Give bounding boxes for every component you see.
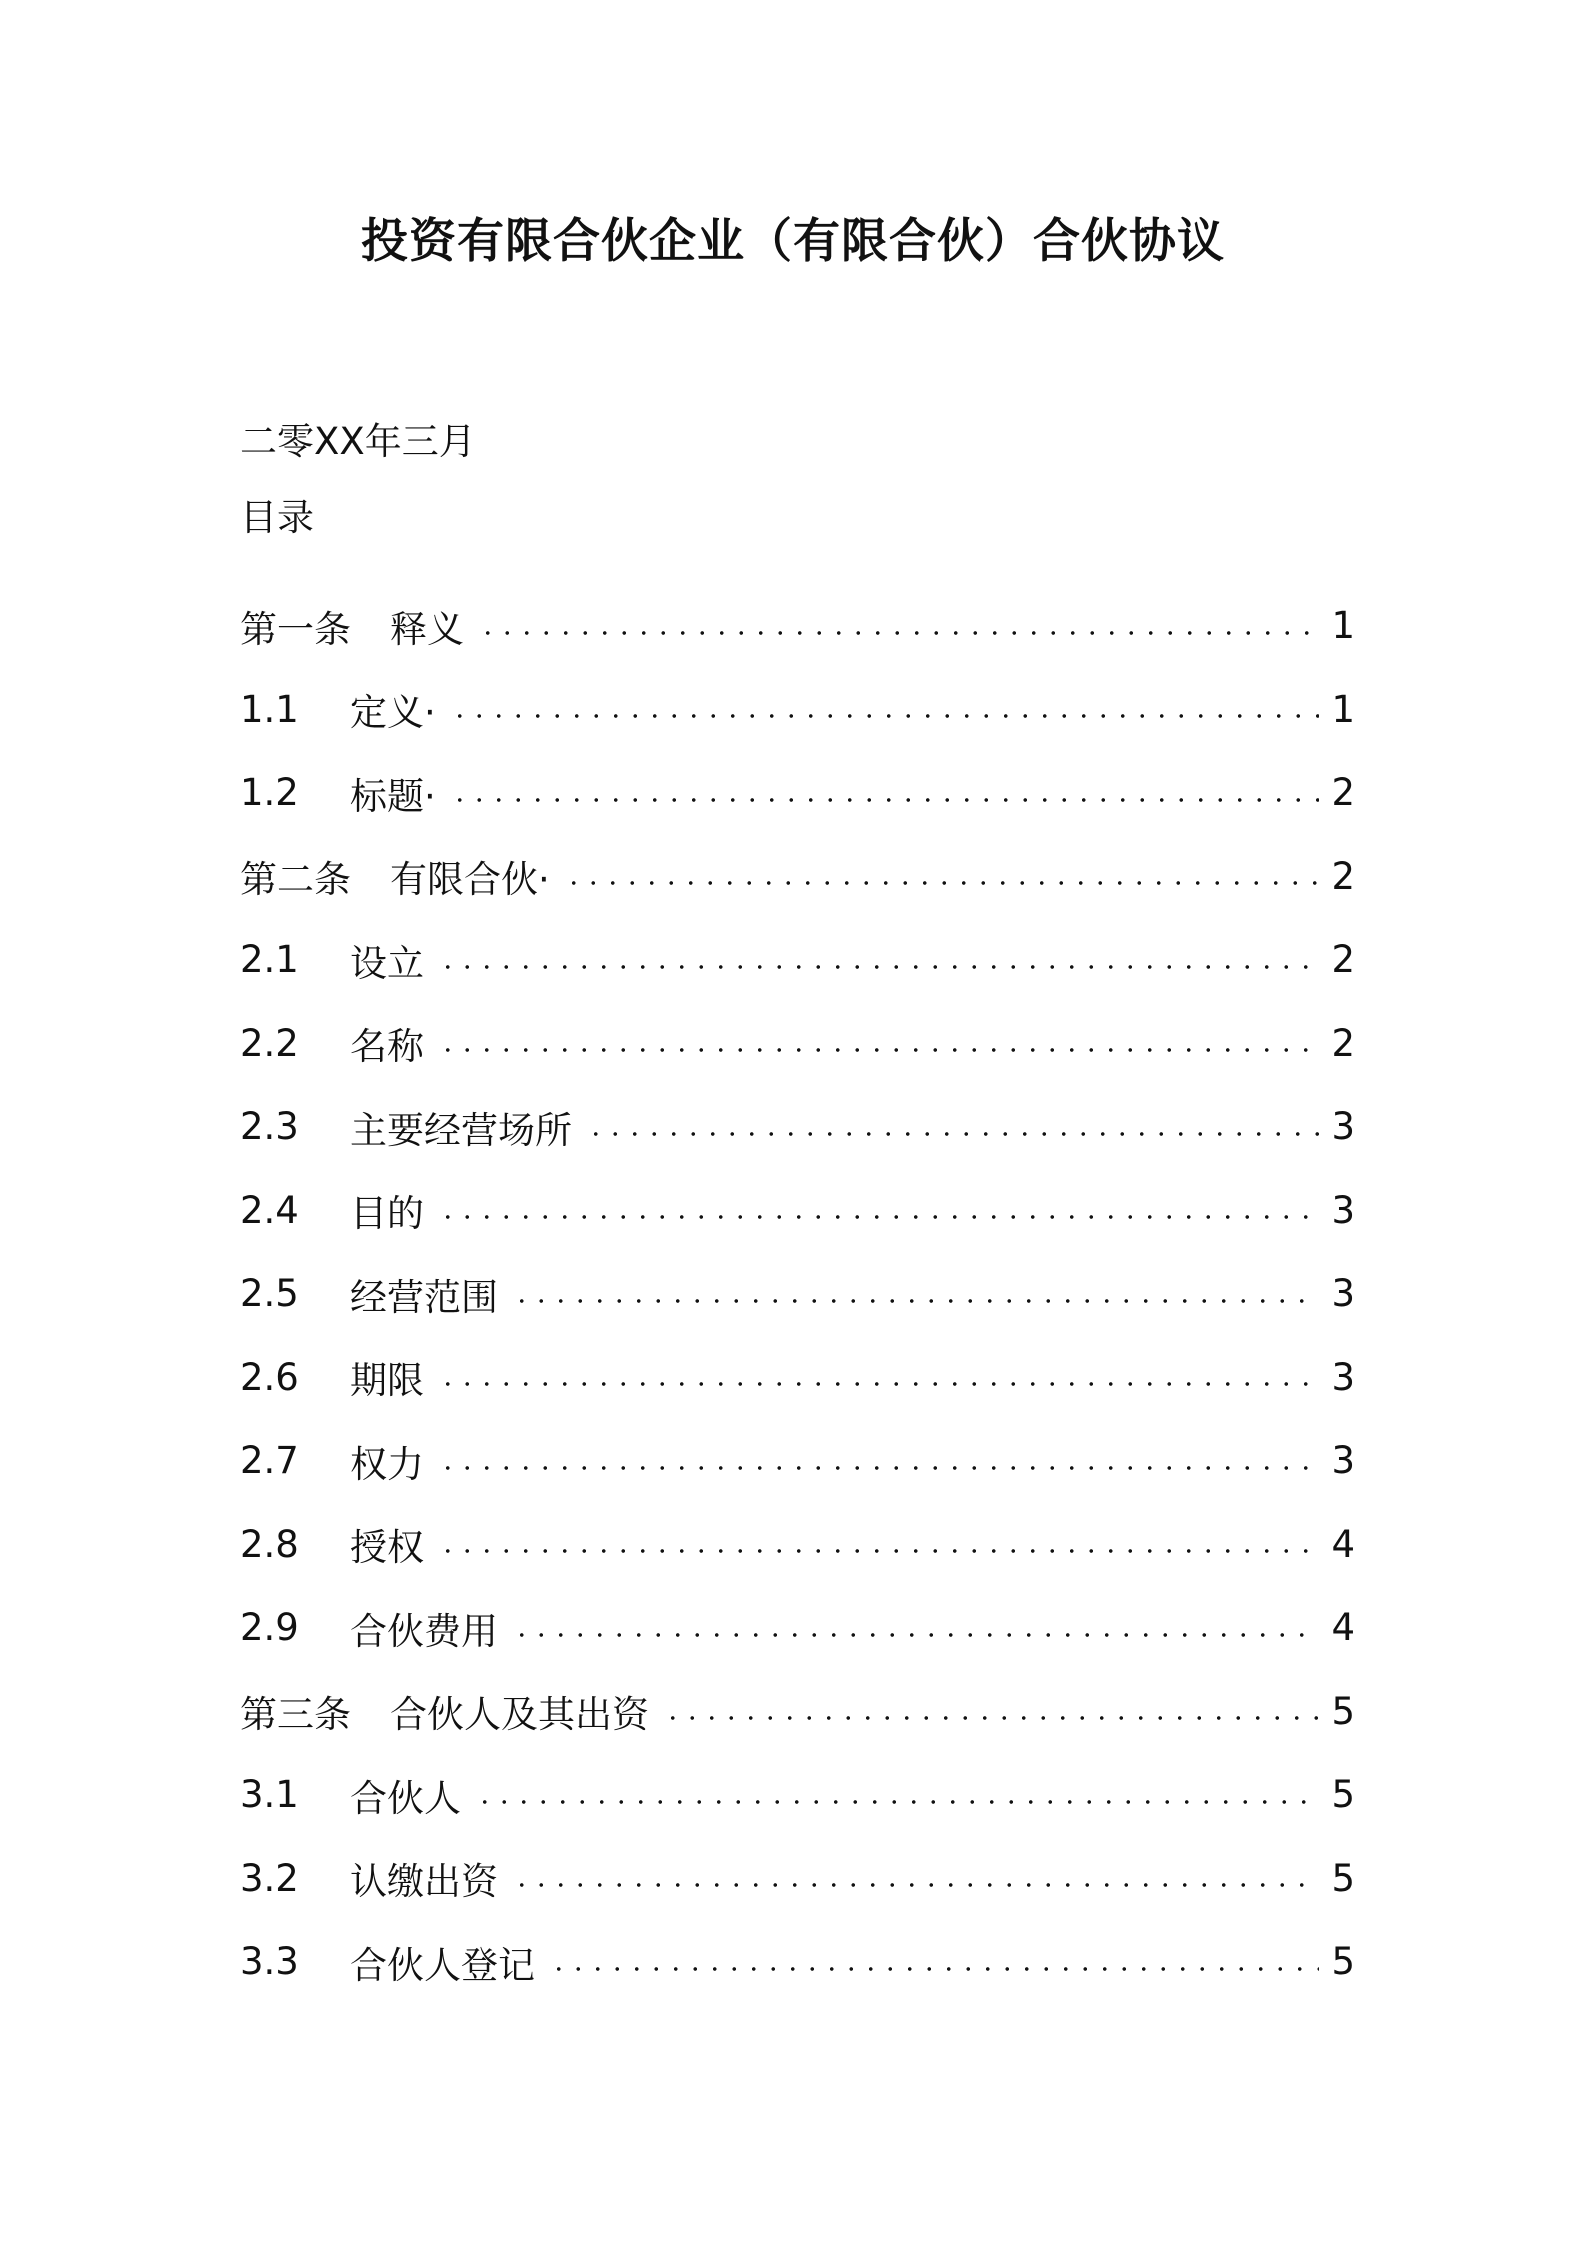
toc-entry[interactable] xyxy=(240,751,1355,835)
toc-dot-leader xyxy=(438,1382,1319,1386)
toc-dot-leader xyxy=(586,1132,1319,1136)
toc-entry-title: 标题· xyxy=(350,774,436,818)
toc-entry-title: 合伙人 xyxy=(350,1776,461,1820)
toc-entry-page: 2 xyxy=(1331,938,1355,982)
toc-entry-number: 第三条 xyxy=(240,1693,351,1737)
toc-dot-leader xyxy=(438,1048,1319,1052)
toc-entry-number: 2.7 xyxy=(240,1439,299,1483)
toc-entry-page: 5 xyxy=(1331,1773,1355,1817)
toc-entry-page: 1 xyxy=(1331,687,1355,731)
toc-entry[interactable] xyxy=(240,1336,1355,1420)
toc-entry-page: 2 xyxy=(1331,771,1355,815)
toc-dot-leader xyxy=(663,1716,1319,1720)
toc-entry-title: 授权 xyxy=(350,1526,424,1570)
toc-entry-page: 4 xyxy=(1331,1606,1355,1650)
toc-entry-title: 有限合伙· xyxy=(390,858,550,902)
toc-entry-number: 2.3 xyxy=(240,1105,299,1149)
toc-entry-title: 认缴出资 xyxy=(350,1860,498,1904)
toc-entry-page: 5 xyxy=(1331,1689,1355,1733)
toc-entry-number: 1.1 xyxy=(240,687,299,731)
toc-dot-leader xyxy=(438,965,1319,969)
toc-entry-number: 第二条 xyxy=(240,858,351,902)
table-of-contents xyxy=(240,584,1355,2004)
toc-entry-number: 3.3 xyxy=(240,1940,299,1984)
toc-entry-title: 经营范围 xyxy=(350,1275,498,1319)
toc-entry[interactable] xyxy=(240,1670,1355,1754)
toc-entry[interactable] xyxy=(240,1419,1355,1503)
toc-entry-title: 定义· xyxy=(350,691,436,735)
toc-entry-title: 合伙费用 xyxy=(350,1609,498,1653)
toc-entry-page: 3 xyxy=(1331,1439,1355,1483)
toc-entry-page: 4 xyxy=(1331,1522,1355,1566)
toc-entry-page: 2 xyxy=(1331,1021,1355,1065)
toc-entry[interactable] xyxy=(240,918,1355,1002)
toc-entry-title: 权力 xyxy=(350,1442,424,1486)
toc-entry-title: 设立 xyxy=(350,941,424,985)
toc-entry-number: 第一条 xyxy=(240,607,351,651)
toc-entry-title: 释义 xyxy=(390,607,464,651)
toc-entry-title: 合伙人及其出资 xyxy=(390,1693,649,1737)
toc-entry-page: 3 xyxy=(1331,1355,1355,1399)
toc-entry-number: 2.6 xyxy=(240,1355,299,1399)
toc-entry[interactable] xyxy=(240,1753,1355,1837)
toc-heading: 目录 xyxy=(240,496,314,539)
document-title: 投资有限合伙企业（有限合伙）合伙协议 xyxy=(361,214,1225,269)
toc-entry-number: 3.2 xyxy=(240,1856,299,1900)
toc-entry[interactable] xyxy=(240,1920,1355,2004)
toc-entry[interactable] xyxy=(240,1169,1355,1253)
toc-dot-leader xyxy=(549,1967,1319,1971)
toc-entry-number: 2.1 xyxy=(240,938,299,982)
toc-entry-title: 名称 xyxy=(350,1025,424,1069)
toc-entry-number: 2.2 xyxy=(240,1021,299,1065)
toc-entry-page: 5 xyxy=(1331,1940,1355,1984)
toc-entry-title: 主要经营场所 xyxy=(350,1108,572,1152)
toc-entry[interactable] xyxy=(240,668,1355,752)
toc-entry[interactable] xyxy=(240,1085,1355,1169)
toc-dot-leader xyxy=(438,1549,1319,1553)
toc-dot-leader xyxy=(512,1633,1319,1637)
document-date: 二零XX年三月 xyxy=(240,420,476,463)
toc-entry[interactable] xyxy=(240,1586,1355,1670)
toc-entry-number: 2.8 xyxy=(240,1522,299,1566)
toc-dot-leader xyxy=(564,881,1320,885)
toc-entry-page: 3 xyxy=(1331,1105,1355,1149)
toc-entry-page: 1 xyxy=(1331,604,1355,648)
toc-dot-leader xyxy=(438,1215,1319,1219)
toc-dot-leader xyxy=(512,1299,1319,1303)
toc-entry-page: 2 xyxy=(1331,854,1355,898)
toc-entry[interactable] xyxy=(240,1002,1355,1086)
toc-entry[interactable] xyxy=(240,584,1355,668)
toc-entry-page: 5 xyxy=(1331,1856,1355,1900)
toc-entry-title: 目的 xyxy=(350,1192,424,1236)
toc-entry-page: 3 xyxy=(1331,1272,1355,1316)
toc-dot-leader xyxy=(450,798,1320,802)
toc-dot-leader xyxy=(475,1800,1319,1804)
toc-dot-leader xyxy=(478,631,1319,635)
toc-entry-number: 2.9 xyxy=(240,1606,299,1650)
toc-entry-title: 合伙人登记 xyxy=(350,1943,535,1987)
toc-dot-leader xyxy=(512,1883,1319,1887)
toc-entry-number: 1.2 xyxy=(240,771,299,815)
toc-entry[interactable] xyxy=(240,835,1355,919)
toc-dot-leader xyxy=(438,1466,1319,1470)
toc-entry-number: 3.1 xyxy=(240,1773,299,1817)
toc-entry-title: 期限 xyxy=(350,1359,424,1403)
toc-entry[interactable] xyxy=(240,1503,1355,1587)
toc-entry-page: 3 xyxy=(1331,1188,1355,1232)
toc-entry[interactable] xyxy=(240,1252,1355,1336)
toc-dot-leader xyxy=(450,714,1320,718)
toc-entry-number: 2.5 xyxy=(240,1272,299,1316)
toc-entry-number: 2.4 xyxy=(240,1188,299,1232)
toc-entry[interactable] xyxy=(240,1837,1355,1921)
